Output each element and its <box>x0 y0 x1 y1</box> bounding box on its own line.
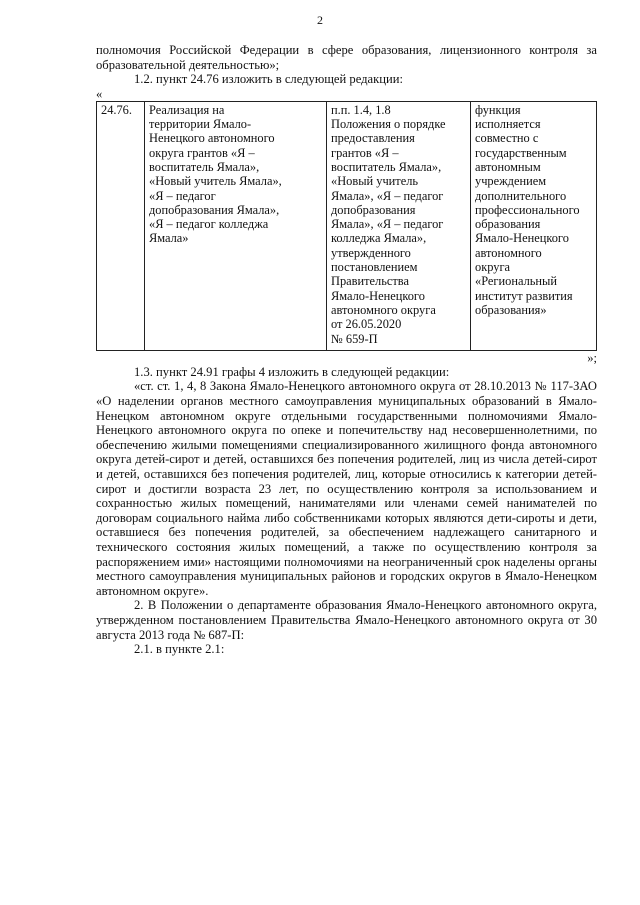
legal-basis-cell <box>327 101 471 350</box>
table-cell-line: № 659-П <box>331 331 378 346</box>
table-cell-line: Реализация на <box>149 102 225 117</box>
table-cell-line: автономным <box>475 159 541 174</box>
table-cell-line: округа грантов «Я – <box>149 145 255 160</box>
note-cell <box>471 101 597 350</box>
table-cell-line: учреждением <box>475 174 547 189</box>
open-quote: « <box>96 86 103 101</box>
close-quote: »; <box>587 350 597 365</box>
table-cell-line: Правительства <box>331 274 409 289</box>
description-cell <box>145 101 327 350</box>
page-number: 2 <box>317 13 323 27</box>
table-cell-line: функция <box>475 102 521 117</box>
table-cell-line: Ямало-Ненецкого <box>331 288 425 303</box>
document-body <box>96 43 597 657</box>
table-cell-line: Положения о порядке <box>331 117 446 132</box>
item-1-2: 1.2. пункт 24.76 изложить в следующей редакции: <box>134 72 403 87</box>
table-cell-line: Ямала», «Я – педагог <box>331 217 444 232</box>
table-row <box>97 101 597 350</box>
table-cell-line: «Региональный <box>475 274 557 289</box>
table-cell-line: округа <box>475 260 511 275</box>
intro-paragraph: полномочия Российской Федерации в сфере образования, лицензионного контроля за образовательной деятельностью»; <box>96 43 597 72</box>
table-cell-line: п.п. 1.4, 1.8 <box>331 102 391 117</box>
item-1-3: 1.3. пункт 24.91 графы 4 изложить в следующей редакции: <box>134 364 450 379</box>
table-cell-line: колледжа Ямала», <box>331 231 427 246</box>
table-cell-line: Ямала», «Я – педагог <box>331 188 444 203</box>
table-cell-line: Ямало-Ненецкого <box>475 231 569 246</box>
table-cell-line: образования <box>475 217 541 232</box>
table-cell-line: институт развития <box>475 288 573 303</box>
table-cell-line: воспитатель Ямала», <box>331 159 442 174</box>
table-cell-line: воспитатель Ямала», <box>149 159 260 174</box>
table-cell-line: государственным <box>475 145 567 160</box>
table-cell-line: Ненецкого автономного <box>149 131 275 146</box>
table-cell-line: от 26.05.2020 <box>331 317 402 332</box>
table-cell-line: совместно с <box>475 131 539 146</box>
table-cell-line: автономного округа <box>331 302 436 317</box>
row-number-cell: 24.76. <box>97 101 145 350</box>
table-cell-line: допобразования <box>331 202 416 217</box>
table-cell-line: утвержденного <box>331 245 411 260</box>
table-cell-line: исполняется <box>475 117 541 132</box>
table-cell-line: допобразования Ямала», <box>149 202 280 217</box>
table-cell-line: дополнительного <box>475 188 567 203</box>
table-cell-line: постановлением <box>331 260 418 275</box>
table-cell-line: грантов «Я – <box>331 145 399 160</box>
table-cell-line: предоставления <box>331 131 415 146</box>
table-cell-line: автономного <box>475 245 542 260</box>
table-cell-line: территории Ямало- <box>149 117 252 132</box>
table-cell-line: «Я – педагог <box>149 188 216 203</box>
table-cell-line: «Новый учитель Ямала», <box>149 174 282 189</box>
item-2-1: 2.1. в пункте 2.1: <box>134 642 225 657</box>
law-quote-paragraph: «ст. ст. 1, 4, 8 Закона Ямало-Ненецкого автономного округа от 28.10.2013 № 117-ЗАО «О наделении органов местного самоуправления муниципальных образований в Ямало-Ненецком автономном округе отдельными государственными полномочиями Ямало-Ненецкого автономного округа по опеке и попечительству над несовершеннолетними, по обеспечению жилыми помещениями специализированного жилищного фонда автономного округа детей-сирот и детей, оставшихся без попечения родителей, лиц из числа детей-сирот и детей, оставшихся без попечения родителей, лиц, которые относились к категории детей-сирот и достигли возраста 23 лет, по осуществлению контроля за использованием и сохранностью жилых помещений, нанимателями или членами семей нанимателей по договорам социального найма либо собственниками которых являются дети-сироты и дети, оставшиеся без попечения родителей, за обеспечением надлежащего санитарного и технического состояния жилых помещений, а также по осуществлению контроля за распоряжением ими» настоящими полномочиями на неограниченный срок наделены органы местного самоуправления муниципальных районов и городских округов в Ямало-Ненецком автономном округе». <box>96 379 597 598</box>
table-cell-line: образования» <box>475 302 547 317</box>
table-cell-line: Ямала» <box>149 231 189 246</box>
table-cell-line: профессионального <box>475 202 580 217</box>
table-cell-line: «Новый учитель <box>331 174 419 189</box>
amendment-table <box>96 101 597 351</box>
item-2: 2. В Положении о департаменте образования Ямало-Ненецкого автономного округа, утвержденном постановлением Правительства Ямало-Ненецкого автономного округа от 30 августа 2013 года № 687-П: <box>96 598 597 642</box>
table-cell-line: «Я – педагог колледжа <box>149 217 269 232</box>
